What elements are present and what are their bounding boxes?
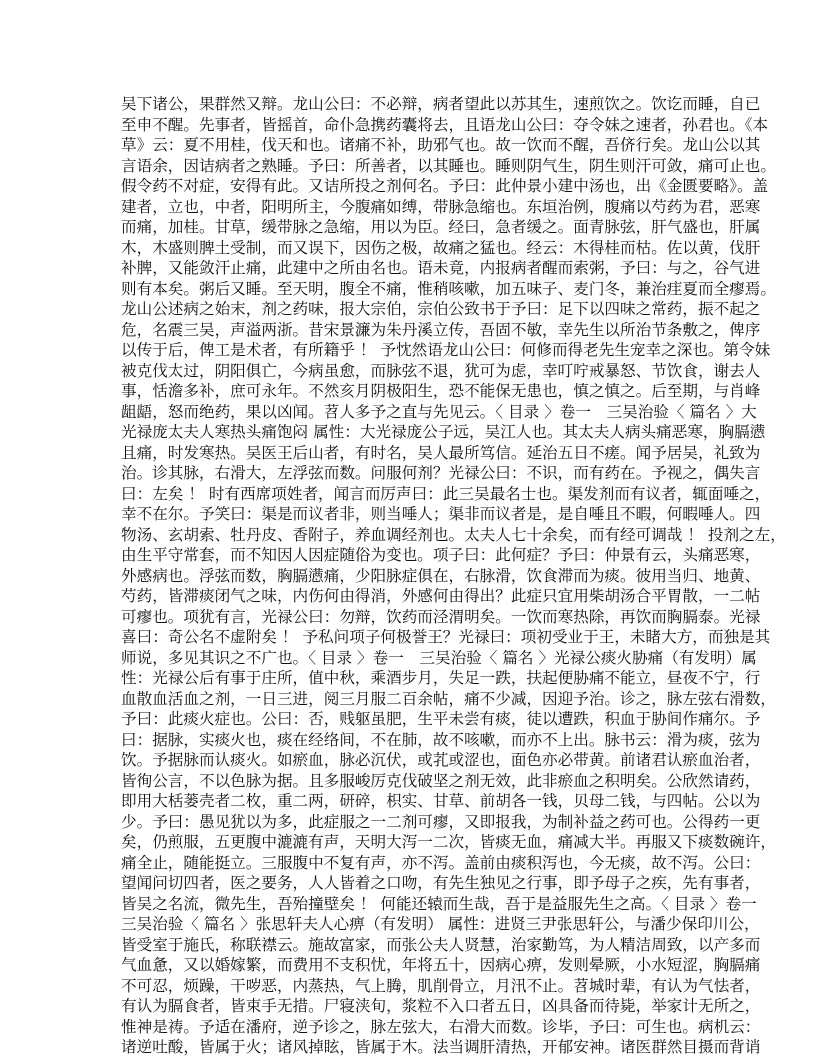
text-line: 可瘳也。项犹有言，光禄公曰：勿辩，饮药而泾渭明矣。一饮而寒热除，再饮而胸膈泰。光禄	[121, 607, 761, 626]
text-line: 不可忍，烦躁，干哕恶，内蒸热，气上腾，肌削骨立，月汛不止。苕城时辈，有认为气怯者，	[121, 976, 761, 995]
text-line: 龙山公述病之始末，剂之药味，报大宗伯，宗伯公致书于予曰：足下以四味之常药，振不起之	[121, 300, 761, 318]
text-line: 幸不在尔。予笑曰：渠是而议者非，则当唾人；渠非而议者是，是自唾且不暇，何暇唾人。四	[121, 505, 761, 523]
text-line: 诸逆吐酸，皆属于火；诸风掉眩，皆属于木。法当调肝清热，开郁安神。诸医群然目摄而背诮	[121, 1038, 761, 1056]
text-line: 皆徇公言，不以色脉为据。且多服峻厉克伐破坚之剂无效，此非瘀血之积明矣。公欣然请药，	[121, 771, 761, 790]
text-line: 吴下诸公，果群然又辩。龙山公曰：不必辩，病者望此以苏其生，速煎饮之。饮讫而睡，自已	[121, 95, 761, 113]
text-line: 治。诊其脉，右滑大，左浮弦而数。问服何剂？光禄公曰：不识，而有药在。予视之，偶失言	[121, 464, 761, 482]
text-line: 曰：左矣 ！ 时有西席项姓者，闻言而厉声曰：此三吴最名士也。渠发剂而有议者，辄面唾之，	[121, 484, 771, 503]
text-line: 曰：据脉，实痰火也，痰在经络间，不在肺，故不咳嗽，而亦不上出。脉书云：滑为痰，弦为	[121, 730, 761, 749]
text-line: 性：光禄公后有事于庄所，值中秋，乘酒步月，失足一跌，扶起便胁痛不能立，昼夜不宁，行	[121, 669, 761, 687]
text-line: 则有本矣。粥后又睡。至天明，腹全不痛，惟稍咳嗽，加五味子、麦门冬，兼治疰夏而全瘳焉。	[121, 279, 776, 298]
text-line: 而痛，加桂。甘草，缓带脉之急缩，用以为臣。经曰，急者缓之。面青脉弦，肝气盛也，肝属	[121, 218, 761, 236]
text-line: 假令药不对症，安得有此。又诘所投之剂何名。予曰：此仲景小建中汤也，出《金匮要略》。盖	[121, 177, 769, 195]
text-line: 且痛，时发寒热。吴医王后山者，有时名，吴人最所笃信。延治五日不瘥。闻予居吴，礼致为	[121, 443, 761, 462]
text-line: 痛全止，随能挺立。三服腹中不复有声，亦不泻。盖前由痰积泻也，今无痰，故不泻。公曰：	[121, 853, 761, 872]
text-line: 望闻问切四者，医之要务，人人皆着之口吻，有先生独见之行事，即予母子之疾，先有事者，	[121, 874, 761, 892]
text-line: 由生平守常套，而不知因人因症随俗为变也。项子曰：此何症？予曰：仲景有云，头痛恶寒，	[121, 546, 761, 564]
text-line: 喜曰：奇公名不虚附矣 ！ 予私问项子何极誉王？光禄曰：项初受业于王，未睹大方，而独是其	[121, 628, 771, 646]
text-line: 以传于后，俾工是术者，有所籍乎 ！ 予忱然语龙山公曰：何修而得老先生宠幸之深也。第令妹	[121, 341, 771, 359]
text-line: 事，恬澹多补，庶可永年。不然亥月阴极阳生，恐不能保无患也，慎之慎之。后至期，与肖峰	[121, 382, 761, 400]
text-line: 言语余，因诘病者之熟睡。予曰：所善者，以其睡也。睡则阴气生，阴生则汗可敛，痛可止也。	[121, 156, 776, 175]
text-line: 物汤、玄胡索、牡丹皮、香附子，养血调经剂也。太夫人七十余矣，而有经可调哉 ！ 投剂之左，	[121, 525, 786, 544]
text-line: 草》云：夏不用桂，伐天和也。诸痛不补，助邪气也。故一饮而不醒，吾侪行矣。龙山公以其	[121, 136, 761, 154]
text-line: 皆受室于施氏，称联襟云。施故富家，而张公夫人贤慧，治家勤笃，为人精洁周致，以产多而	[121, 935, 761, 954]
text-line: 矣，仍煎服，五更腹中漉漉有声，天明大泻一二次，皆痰无血，痛减大半。再服又下痰数碗许，	[121, 833, 776, 851]
document-page	[121, 94, 786, 1058]
text-line: 三吴治验〈 篇名 〉张思轩夫人心痹（有发明） 属性：进贤三尹张思轩公，与潘少保印川公，	[121, 915, 760, 933]
text-line: 惟神是祷。予适在潘府，逆予诊之，脉左弦大，右滑大而数。诊毕，予曰：可生也。病机云：	[121, 1017, 761, 1036]
text-line: 龃龉，怒而绝药，果以凶闻。苕人多予之直与先见云。〈 目录 〉卷一 三吴治验〈 篇名 〉大	[121, 402, 757, 421]
text-line: 师说，多见其识之不广也。〈 目录 〉卷一 三吴治验〈 篇名 〉光禄公痰火胁痛（有发明）属	[121, 648, 757, 667]
text-line: 有认为膈食者，皆束手无措。尸寝浃旬，浆粒不入口者五日，凶具备而待毙，举家计无所之，	[121, 997, 761, 1015]
text-line: 少。予曰：愚见犹以为多，此症服之一二剂可瘳，又即报我，为制补益之药可也。公得药一更	[121, 812, 761, 831]
text-line: 皆吴之名流，微先生，吾殆撞壁矣 ！ 何能还辕而生哉，吾于是益服先生之高。〈 目录 〉卷一	[121, 894, 757, 913]
text-line: 危，名震三吴，声溢两浙。昔宋景濂为朱丹溪立传，吾固不敏，幸先生以所治节条敷之，俾序	[121, 320, 761, 339]
text-line: 被克伐太过，阴阳俱亡，今病虽愈，而脉弦不退，犹可为虑，幸叮咛戒暴怒、节饮食，谢去人	[121, 361, 761, 380]
text-line: 饮。予据脉而认痰火。如瘀血，脉必沉伏，或芤或涩也，面色亦必带黄。前诸君认瘀血治者，	[121, 751, 761, 769]
text-line: 外感病也。浮弦而数，胸膈懑痛，少阳脉症俱在，右脉滑，饮食滞而为痰。彼用当归、地黄、	[121, 566, 761, 585]
text-line: 补脾，又能敛汗止痛，此建中之所由名也。语未竟，内报病者醒而索粥，予曰：与之，谷气进	[121, 259, 761, 277]
text-line: 光禄庞太夫人寒热头痛饱闷 属性：大光禄庞公子远，吴江人也。其太夫人病头痛恶寒，胸膈懑	[121, 423, 766, 441]
text-line: 即用大栝蒌壳者二枚，重二两，研碎，枳实、甘草、前胡各一钱，贝母二钱，与四帖。公以为	[121, 792, 761, 810]
text-line: 血散血活血之剂，一日三进，阅三月服二百余帖，痛不少减，因迎予治。诊之，脉左弦右滑数，	[121, 689, 776, 708]
text-line: 气血惫，又以婚嫁繁，而费用不支积忧，年将五十，因病心痹，发则晕厥，小水短涩，胸膈痛	[121, 956, 761, 974]
text-line: 建者，立也，中者，阳明所主，今腹痛如缚，带脉急缩也。东垣治例，腹痛以芍药为君，恶寒	[121, 197, 761, 216]
text-line: 木，木盛则脾土受制，而又误下，因伤之极，故痛之猛也。经云：木得桂而枯。佐以黄，伐肝	[121, 238, 761, 257]
text-line: 至申不醒。先事者，皆摇首，命仆急携药囊将去，且语龙山公曰：夺令妹之速者，孙君也。《本	[121, 115, 769, 134]
text-line: 芍药，皆滞痰闭气之味，内伤何由得消，外感何由得出？此症只宜用柴胡汤合平胃散，一二帖	[121, 587, 761, 605]
text-line: 予曰：此痰火症也。公曰：否，贱躯虽肥，生平未尝有痰，徒以遭跌，积血于胁间作痛尔。予	[121, 710, 761, 728]
